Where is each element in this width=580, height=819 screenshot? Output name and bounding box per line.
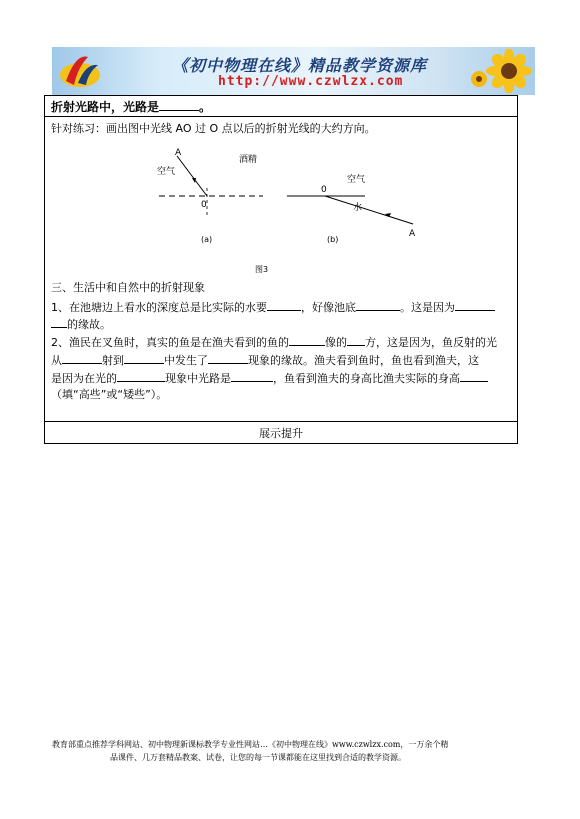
answer-blank[interactable] (159, 99, 199, 111)
alcohol-label-a: 酒精 (239, 155, 258, 165)
incident-ray-a (177, 156, 207, 196)
blank[interactable] (356, 299, 400, 311)
question-2-line4: （填“高些”或“矮些”）。 (51, 388, 168, 401)
blank[interactable] (124, 352, 164, 364)
blank[interactable] (347, 334, 365, 346)
air-label-b: 空气 (347, 175, 366, 185)
blank[interactable] (51, 316, 67, 328)
air-label-a: 空气 (157, 167, 176, 177)
blank[interactable] (460, 370, 488, 382)
question-1-line1: 1、在池塘边上看水的深度总是比实际的水要 ，好像池底 。这是因为 (51, 299, 495, 315)
figure-caption: 图3 (255, 265, 269, 274)
refraction-figure (155, 148, 415, 278)
water-label-b: 水 (353, 203, 363, 213)
site-logo (58, 51, 102, 91)
blank[interactable] (289, 334, 325, 346)
point-o-label-b: 0 (321, 185, 327, 195)
show-label: 展示提升 (259, 427, 303, 440)
point-a-label-b: A (409, 229, 415, 239)
caption-a: (a) (201, 235, 213, 244)
question-2-line2: 从 射到 中发生了 现象的缘故。渔夫看到鱼时，鱼也看到渔夫，这 (51, 354, 479, 367)
section-title-end: 。 (199, 100, 212, 114)
row-divider (45, 421, 517, 422)
exercise-text: 针对练习：画出图中光线 AO 过 O 点以后的折射光线的大约方向。 (51, 122, 376, 135)
section-title-row (51, 99, 211, 114)
blank[interactable] (267, 299, 301, 311)
banner-title: 《初中物理在线》精品教学资源库 (172, 56, 428, 75)
blank[interactable] (231, 370, 273, 382)
caption-b: (b) (327, 235, 339, 244)
sunflower-image (469, 49, 533, 93)
point-a-label-a: A (175, 148, 182, 158)
content-box (44, 95, 518, 444)
blank[interactable] (62, 352, 102, 364)
row-divider (45, 116, 517, 117)
banner-url[interactable]: http://www.czwlzx.com (218, 74, 404, 89)
question-2-line3: 是因为在光的 现象中光路是 ，鱼看到渔夫的身高比渔夫实际的身高 (51, 370, 488, 386)
blank[interactable] (117, 370, 165, 382)
question-2-line1: 2、渔民在叉鱼时，真实的鱼是在渔夫看到的鱼的 像的 方，这是因为，鱼反射的光 (51, 336, 497, 349)
section-title: 折射光路中，光路是 (51, 100, 160, 114)
point-o-label-a: 0 (201, 200, 207, 210)
footer-line2: 品课件、几万套精品教案、试卷，让您的每一节课都能在这里找到合适的教学资源。 (110, 753, 406, 762)
footer-line1: 教育部重点推荐学科网站、初中物理新课标教学专业性网站…《初中物理在线》www.czwlzx.com，一万余个精 (52, 740, 449, 749)
arrow-icon-a (192, 178, 196, 183)
incident-ray-b (325, 196, 413, 224)
blank[interactable] (455, 299, 495, 311)
question-1-line2: 的缘故。 (51, 316, 111, 332)
blank[interactable] (208, 352, 248, 364)
header-banner (52, 47, 535, 95)
section3-heading: 三、生活中和自然中的折射现象 (51, 281, 205, 294)
